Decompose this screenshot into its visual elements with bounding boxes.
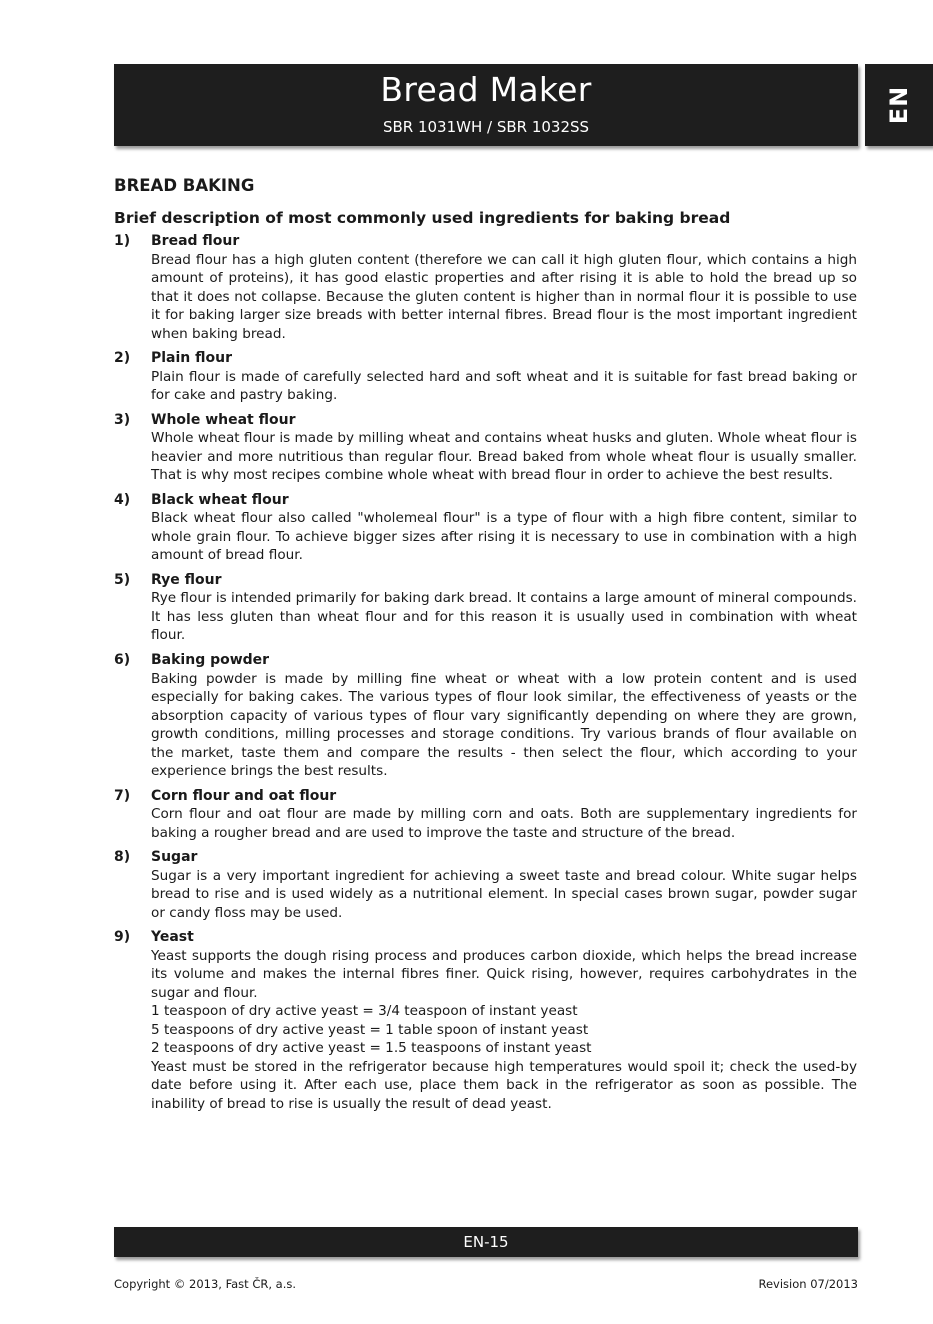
item-number: 5) bbox=[114, 571, 131, 588]
ingredient-item-plain-flour bbox=[114, 349, 857, 405]
item-number: 9) bbox=[114, 929, 131, 946]
ingredient-item-corn-oat-flour bbox=[114, 787, 857, 843]
item-number: 3) bbox=[114, 411, 131, 428]
item-number: 7) bbox=[114, 787, 131, 804]
ingredient-item-whole-wheat-flour bbox=[114, 411, 857, 485]
language-tab bbox=[865, 64, 933, 146]
yeast-conversion-line: 1 teaspoon of dry active yeast = 3/4 teaspoon of instant yeast bbox=[151, 1003, 578, 1020]
page-number-bar bbox=[114, 1227, 858, 1257]
model-numbers: SBR 1031WH / SBR 1032SS bbox=[382, 118, 590, 136]
ingredient-item-sugar bbox=[114, 848, 857, 922]
item-number: 4) bbox=[114, 491, 131, 508]
ingredient-item-bread-flour bbox=[114, 232, 857, 343]
copyright-notice: Copyright © 2013, Fast ČR, a.s. bbox=[114, 1277, 297, 1291]
yeast-conversion-line: 2 teaspoons of dry active yeast = 1.5 teaspoons of instant yeast bbox=[151, 1040, 592, 1057]
item-description: Bread flour has a high gluten content (therefore we can call it high gluten flour, which contains a high amount of proteins), it has good elastic properties and after rising it is able to hold the bread up so that it does not collapse. Because the gluten content is higher than in normal flour it is possible to use it for baking larger size breads with better internal fibres. Bread flour is the most important ingredient when baking bread. bbox=[151, 251, 857, 342]
item-name: Corn flour and oat flour bbox=[151, 787, 337, 804]
item-description: Whole wheat flour is made by milling wheat and contains wheat husks and gluten. Whole wheat flour is heavier and more nutritious than regular flour. Bread baked from whole wheat flour is usually smaller. That is why most recipes combine whole wheat with bread flour in order to achieve the best results. bbox=[151, 430, 857, 484]
item-number: 1) bbox=[114, 233, 131, 249]
ingredient-item-black-wheat-flour bbox=[114, 491, 857, 565]
item-name: Yeast bbox=[151, 929, 194, 946]
item-description: Black wheat flour also called "wholemeal flour" is a type of flour with a high fibre content, similar to whole grain flour. To achieve bigger sizes after rising it is necessary to use in combination with a high amount of bread flour. bbox=[151, 510, 857, 564]
item-name: Bread flour bbox=[151, 233, 240, 249]
document-title: Bread Maker bbox=[380, 70, 592, 109]
item-number: 6) bbox=[114, 651, 131, 668]
item-description: Sugar is a very important ingredient for achieving a sweet taste and bread colour. White sugar helps bread to rise and is used widely as a nutritional element. In special cases brown sugar, powder sugar or candy floss may be used. bbox=[151, 867, 857, 921]
item-name: Plain flour bbox=[151, 350, 233, 367]
main-content bbox=[114, 174, 857, 1119]
yeast-storage-note: Yeast must be stored in the refrigerator because high temperatures would spoil it; check the used-by date before using it. After each use, place them back in the refrigerator as soon as possible. The inability of bread to rise is usually the result of dead yeast. bbox=[151, 1058, 857, 1112]
item-name: Whole wheat flour bbox=[151, 411, 296, 428]
ingredient-item-baking-powder bbox=[114, 651, 857, 781]
item-number: 8) bbox=[114, 849, 131, 866]
section-title: BREAD BAKING bbox=[114, 176, 255, 195]
section-subheading: Brief description of most commonly used ingredients for baking bread bbox=[114, 209, 731, 227]
item-description: Yeast supports the dough rising process and produces carbon dioxide, which helps the bread increase its volume and makes the internal fibres finer. Quick rising, however, requires carbohydrates in the sugar and flour. bbox=[151, 947, 857, 1001]
item-description: Plain flour is made of carefully selected hard and soft wheat and it is suitable for fast bread baking or for cake and pastry baking. bbox=[151, 368, 857, 404]
item-name: Black wheat flour bbox=[151, 491, 289, 508]
item-number: 2) bbox=[114, 350, 131, 367]
revision-label: Revision 07/2013 bbox=[758, 1277, 858, 1291]
ingredient-item-rye-flour bbox=[114, 571, 857, 645]
item-name: Rye flour bbox=[151, 571, 222, 588]
page-number: EN-15 bbox=[463, 1233, 509, 1251]
item-description: Rye flour is intended primarily for baking dark bread. It contains a large amount of mineral compounds. It has less gluten than wheat flour and for this reason it is usually used in combination with wheat flour. bbox=[151, 590, 857, 644]
yeast-conversion-line: 5 teaspoons of dry active yeast = 1 table spoon of instant yeast bbox=[151, 1021, 589, 1038]
item-description: Corn flour and oat flour are made by milling corn and oats. Both are supplementary ingredients for baking a rougher bread and are used to improve the taste and structure of the bread. bbox=[151, 806, 857, 841]
item-name: Baking powder bbox=[151, 651, 270, 668]
language-label: EN bbox=[885, 85, 913, 125]
item-description: Baking powder is made by milling fine wheat or wheat with a low protein content and is used especially for baking cakes. The various types of flour look similar, the effectiveness of yeasts or the absorption capacity of various types of flour vary significantly depending on where they are grown, growth conditions, milling processes and storage conditions. Try various brands of flour available on the market, taste them and compare the results - then select the flour, which according to your experience brings the best results. bbox=[151, 670, 857, 780]
ingredient-item-yeast bbox=[114, 928, 857, 1113]
header-banner bbox=[114, 64, 858, 146]
item-name: Sugar bbox=[151, 849, 198, 866]
